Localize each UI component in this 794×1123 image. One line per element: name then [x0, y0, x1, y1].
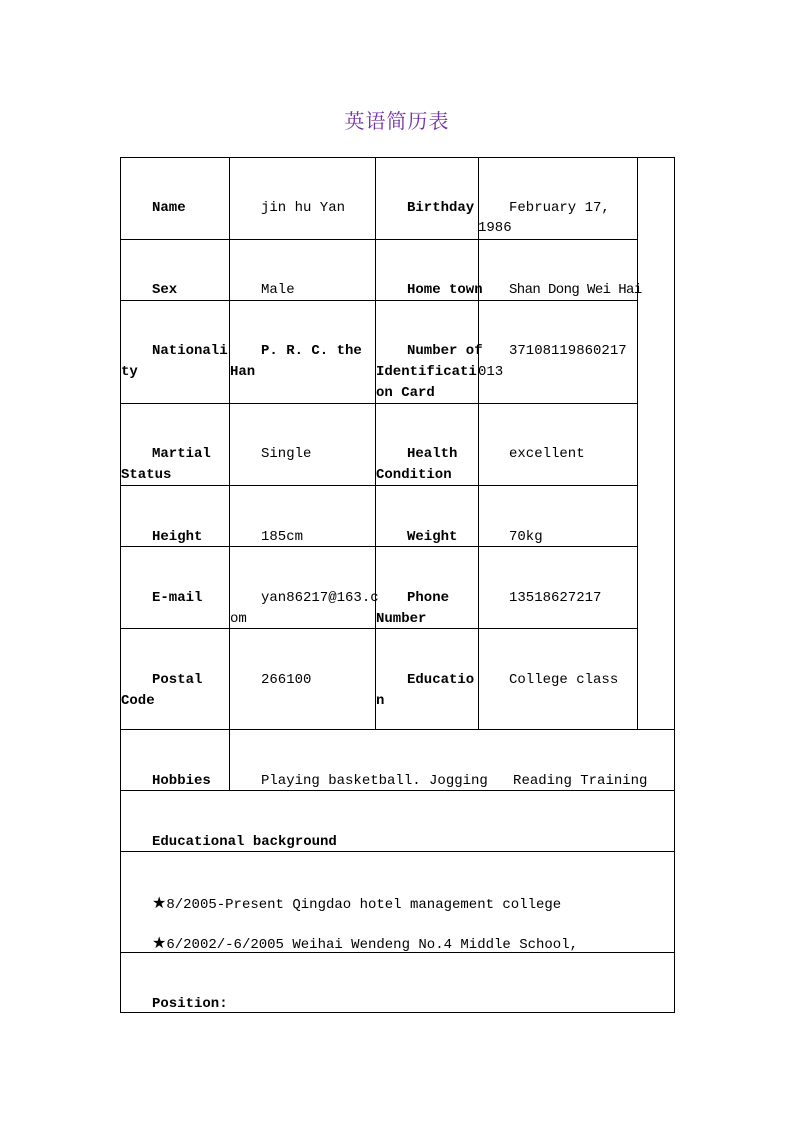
- sex-value: Male: [261, 282, 295, 298]
- email-value: yan86217@163.c: [261, 590, 379, 606]
- sex-label: Sex: [152, 282, 178, 298]
- phone-value: 13518627217: [509, 590, 602, 606]
- martial-label-cont: Status: [121, 467, 172, 483]
- health-label-cont: Condition: [376, 467, 452, 483]
- position-label: Position:: [152, 996, 228, 1012]
- martial-label: Martial: [152, 446, 211, 462]
- row-divider: [120, 729, 675, 730]
- education-label-cont: n: [376, 693, 385, 709]
- phone-label: Phone: [407, 590, 450, 606]
- name-value: jin hu Yan: [261, 200, 346, 216]
- weight-value: 70kg: [509, 529, 543, 545]
- education-label: Educatio: [407, 672, 475, 688]
- column-divider: [375, 157, 376, 729]
- hometown-value: Shan Dong Wei Hai: [509, 282, 642, 298]
- email-label: E-mail: [152, 590, 203, 606]
- edu-item: [152, 893, 561, 916]
- martial-value: Single: [261, 446, 312, 462]
- weight-label: Weight: [407, 529, 458, 545]
- row-divider: [120, 239, 638, 240]
- name-label: Name: [152, 200, 186, 216]
- hobbies-value: Playing basketball. Jogging Reading Training: [261, 773, 648, 789]
- hometown-label: Home town: [407, 282, 483, 298]
- education-value: College class: [509, 672, 619, 688]
- birthday-label: Birthday: [407, 200, 475, 216]
- id-card-label-cont: Identificati: [376, 364, 477, 380]
- birthday-value: February 17,: [509, 200, 610, 216]
- column-divider: [637, 157, 638, 729]
- column-divider: [229, 157, 230, 790]
- star-icon: ★: [152, 893, 167, 912]
- nationality-label: Nationali: [152, 343, 228, 359]
- id-card-label-cont: on Card: [376, 385, 435, 401]
- edu-background-heading: Educational background: [152, 834, 337, 850]
- birthday-value-cont: 1986: [478, 220, 512, 236]
- height-value: 185cm: [261, 529, 304, 545]
- edu-item-text: 6/2002/-6/2005 Weihai Wendeng No.4 Middle School,: [166, 937, 579, 953]
- id-card-value-cont: 013: [478, 364, 504, 380]
- id-card-value: 37108119860217: [509, 343, 627, 359]
- nationality-label-cont: ty: [121, 364, 138, 380]
- email-value-cont: om: [230, 611, 247, 627]
- column-divider: [478, 157, 479, 729]
- nationality-value-cont: Han: [230, 364, 256, 380]
- hobbies-label: Hobbies: [152, 773, 211, 789]
- health-value: excellent: [509, 446, 585, 462]
- postal-label: Postal: [152, 672, 203, 688]
- id-card-label: Number of: [407, 343, 483, 359]
- nationality-value: P. R. C. the: [261, 343, 362, 359]
- height-label: Height: [152, 529, 203, 545]
- health-label: Health: [407, 446, 458, 462]
- star-icon: ★: [152, 933, 167, 952]
- edu-item-text: 8/2005-Present Qingdao hotel management college: [166, 897, 562, 913]
- phone-label-cont: Number: [376, 611, 427, 627]
- page-title: 英语简历表: [344, 109, 450, 133]
- postal-value: 266100: [261, 672, 312, 688]
- edu-item: [152, 933, 578, 956]
- postal-label-cont: Code: [121, 693, 155, 709]
